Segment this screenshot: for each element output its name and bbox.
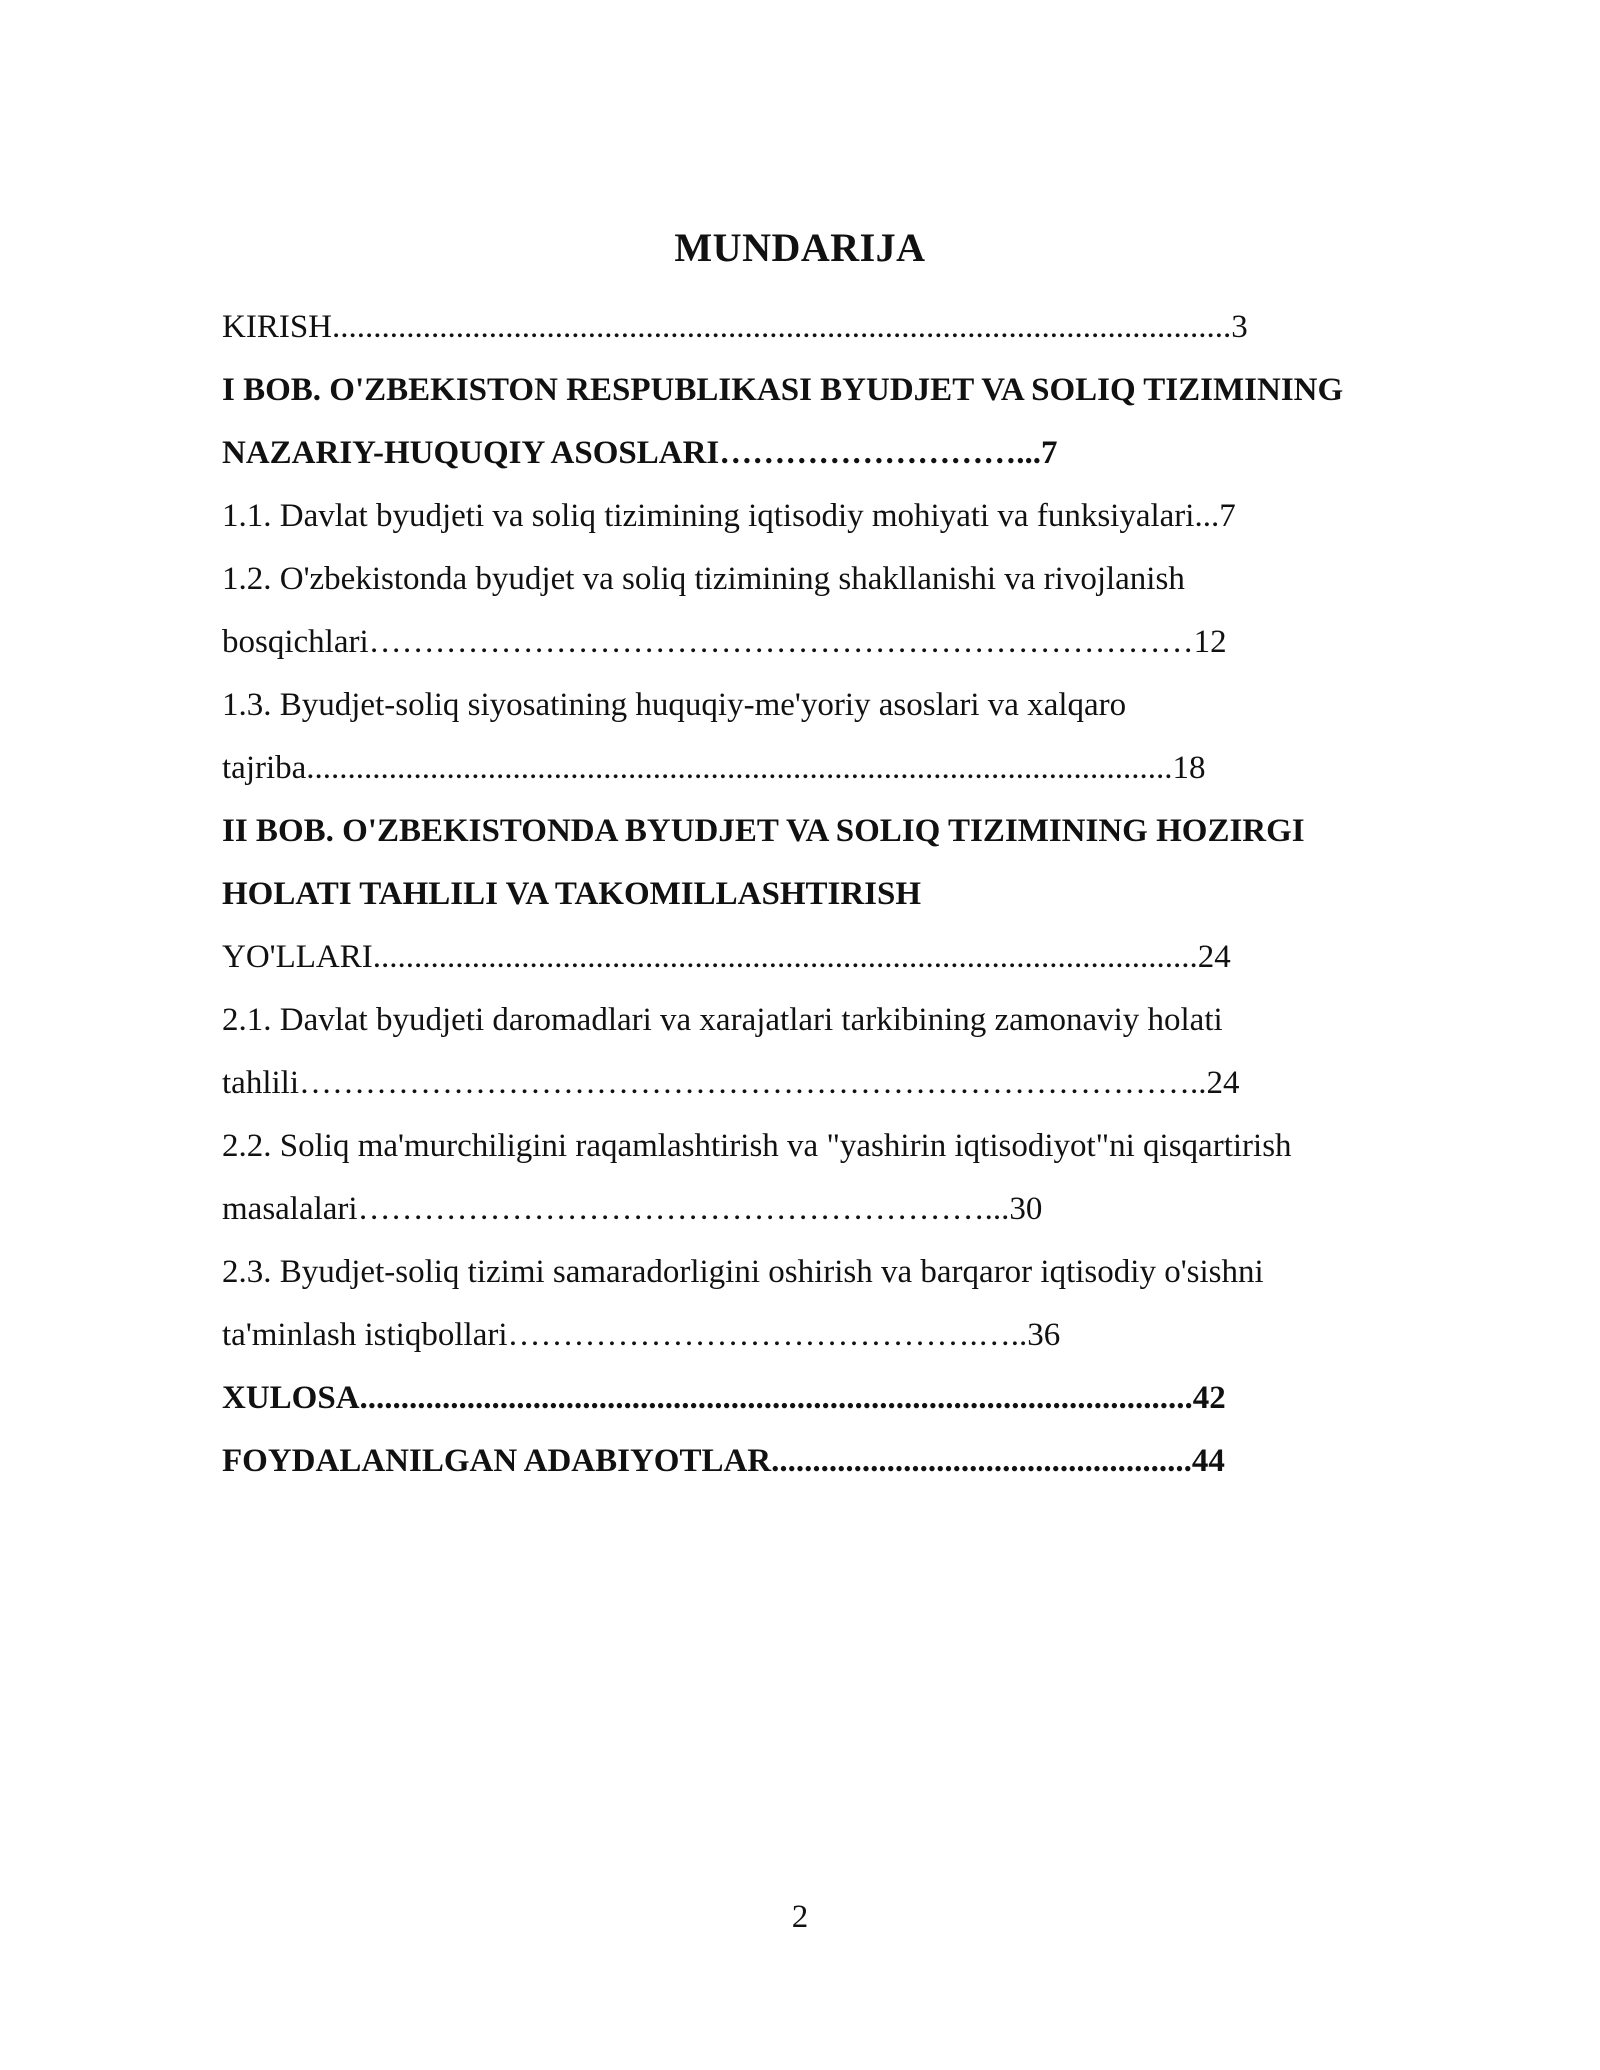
toc-chapter-1-heading-line-2: NAZARIY-HUQUQIY ASOSLARI………………………...7	[222, 435, 1058, 471]
page-title: MUNDARIJA	[674, 225, 926, 270]
toc-entry-foydalanilgan-adabiyotlar: FOYDALANILGAN ADABIYOTLAR...................................................44	[222, 1443, 1225, 1479]
toc-section-2-3-line-1: 2.3. Byudjet-soliq tizimi samaradorligini oshirish va barqaror iqtisodiy o'sishni	[222, 1254, 1264, 1290]
toc-section-2-1-line-1: 2.1. Davlat byudjeti daromadlari va xarajatlari tarkibining zamonaviy holati	[222, 1002, 1223, 1038]
toc-section-1-3-line-2: tajriba.........................................................................................................18	[222, 750, 1206, 786]
toc-section-2-1-line-2: tahlili………………………………………………………………………..24	[222, 1065, 1240, 1101]
toc-section-2-2-line-1: 2.2. Soliq ma'murchiligini raqamlashtirish va "yashirin iqtisodiyot"ni qisqartirish	[222, 1128, 1292, 1164]
toc-section-1-2-line-2: bosqichlari…………………………………………………………………12	[222, 624, 1227, 660]
toc-section-1-3-line-1: 1.3. Byudjet-soliq siyosatining huquqiy-me'yoriy asoslari va xalqaro	[222, 687, 1127, 723]
toc-chapter-2-heading-line-2: HOLATI TAHLILI VA TAKOMILLASHTIRISH	[222, 876, 922, 912]
toc-section-1-1: 1.1. Davlat byudjeti va soliq tizimining iqtisodiy mohiyati va funksiyalari...7	[222, 498, 1236, 534]
toc-chapter-1-heading-line-1: I BOB. O'ZBEKISTON RESPUBLIKASI BYUDJET VA SOLIQ TIZIMINING	[222, 372, 1344, 408]
toc-entry-xulosa: XULOSA.....................................................................................................42	[222, 1380, 1226, 1416]
toc-section-2-2-line-2: masalalari…………………………………………………...30	[222, 1191, 1043, 1227]
toc-chapter-2-heading-line-1: II BOB. O'ZBEKISTONDA BYUDJET VA SOLIQ TIZIMINING HOZIRGI	[222, 813, 1305, 849]
page-number: 2	[791, 1899, 809, 1935]
toc-section-1-2-line-1: 1.2. O'zbekistonda byudjet va soliq tizimining shakllanishi va rivojlanish	[222, 561, 1185, 597]
toc-section-2-3-line-2: ta'minlash istiqbollari…………………………………….…..36	[222, 1317, 1061, 1353]
toc-chapter-2-heading-line-3: YO'LLARI....................................................................................................24	[222, 939, 1231, 975]
toc-entry-kirish: KIRISH.............................................................................................................3	[222, 309, 1248, 345]
table-of-contents	[222, 296, 1522, 1493]
